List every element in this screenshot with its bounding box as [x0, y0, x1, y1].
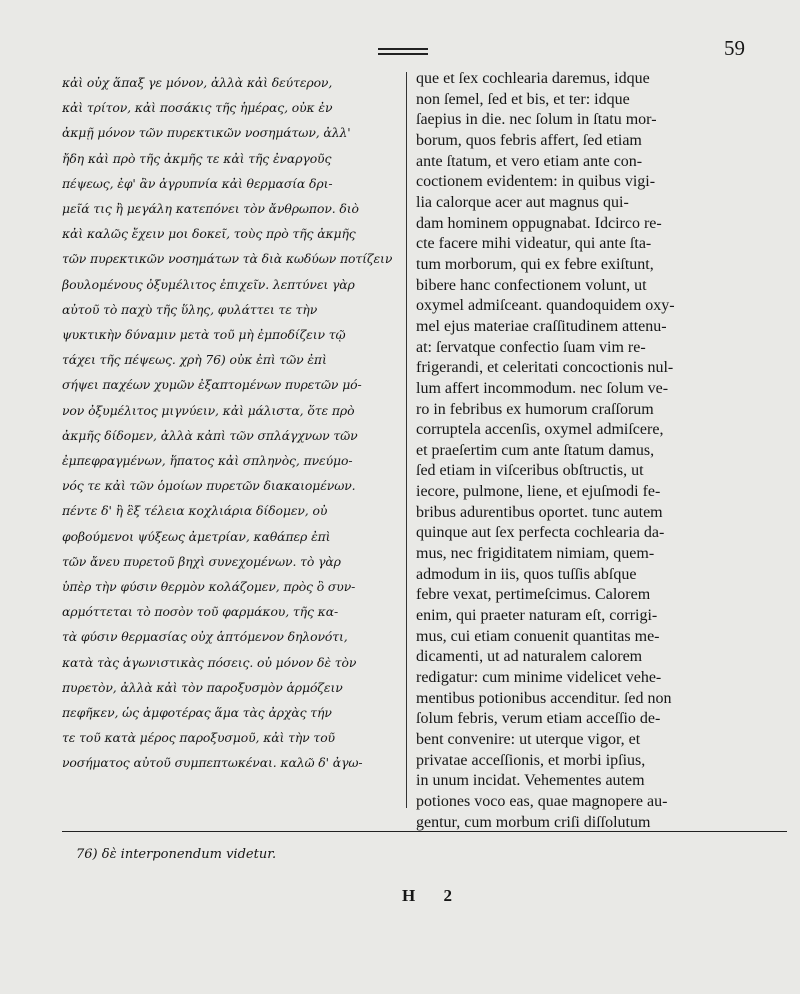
greek-text-line: τῶν πυρεκτικῶν νοσημάτων τὰ διὰ κωδύων ποτίζειν: [62, 251, 393, 267]
latin-text-line: ſolum febris, verum etiam acceſſio de-: [416, 710, 661, 728]
greek-text-line: ψυκτικὴν δύναμιν μετὰ τοῦ μὴ ἐμποδίζειν τῷ: [62, 327, 346, 343]
latin-text-line: gentur, cum morbum criſi diſſolutum: [416, 813, 651, 831]
greek-text-line: νοσήματος αὐτοῦ συμπεπτωκέναι. καλῶ δ' ἀγω-: [62, 755, 363, 771]
greek-text-line: αὐτοῦ τὸ παχὺ τῆς ὕλης, φυλάττει τε τὴν: [62, 301, 318, 317]
greek-text-line: τάχει τῆς πέψεως. χρὴ 76) οὐκ ἐπὶ τῶν ἐπὶ: [62, 352, 327, 368]
greek-text-line: ἀκμῆς δίδομεν, ἀλλὰ κἀπὶ τῶν σπλάγχνων τῶν: [62, 427, 358, 443]
latin-text-line: bribus adurentibus oportet. tunc autem: [416, 503, 663, 521]
greek-text-line: ἐμπεφραγμένων, ἥπατος κἀὶ σπληνὸς, πνεύμο-: [62, 453, 353, 469]
greek-text-line: ἤδη κἀὶ πρὸ τῆς ἀκμῆς τε κἀὶ τῆς ἐναργοῦς: [62, 150, 332, 166]
latin-text-line: dicamenti, ut ad naturalem calorem: [416, 648, 643, 666]
greek-text-line: σήψει παχέων χυμῶν ἐξαπτομένων πυρετῶν μό-: [62, 377, 362, 393]
latin-text-line: bibere hanc confectionem volunt, ut: [416, 276, 647, 294]
latin-text-line: frigerandi, et celeritati concoctionis nul-: [416, 359, 674, 377]
greek-text-line: πεφῆκεν, ὡς ἀμφοτέρας ἅμα τὰς ἀρχὰς τήν: [62, 705, 332, 721]
latin-text-line: cte facere mihi videatur, qui ante ſta-: [416, 235, 652, 253]
greek-text-line: κἀὶ τρίτον, κἀὶ ποσάκις τῆς ἡμέρας, οὐκ ἐν: [62, 100, 333, 116]
greek-text-line: πυρετὸν, ἀλλὰ κἀὶ τὸν παροξυσμὸν ἁρμόζειν: [62, 679, 343, 695]
latin-text-line: admodum in iis, quos tuſſis abſque: [416, 565, 637, 583]
latin-text-line: corruptela accenſis, oxymel admiſcere,: [416, 421, 664, 439]
greek-text-line: νον ὀξυμέλιτος μιγνύειν, κἀὶ μάλιστα, ὅτε πρὸ: [62, 402, 355, 418]
greek-text-line: πέντε δ' ἢ ἓξ τέλεια κοχλιάρια δίδομεν, οὐ: [62, 503, 328, 519]
greek-column: [62, 70, 404, 776]
latin-text-line: mus, nec frigiditatem nimiam, quem-: [416, 545, 655, 563]
latin-text-line: potiones voco eas, quae magnopere au-: [416, 792, 668, 810]
greek-text-line: κατὰ τὰς ἀγωνιστικὰς πόσεις. οὐ μόνον δὲ τὸν: [62, 654, 357, 670]
footnote-rule: [62, 831, 787, 832]
latin-text-line: redigatur: cum minime videlicet vehe-: [416, 669, 662, 687]
greek-text-line: κἀὶ οὐχ ἅπαξ γε μόνον, ἀλλὰ κἀὶ δεύτερον,: [62, 75, 333, 90]
header-ornament: [378, 48, 428, 55]
latin-text-line: ante ſtatum, et vero etiam ante con-: [416, 152, 643, 170]
latin-text-line: lia calorque acer aut magnus qui-: [416, 193, 629, 211]
latin-text-line: privatae acceſſionis, et morbi ipſius,: [416, 751, 646, 769]
latin-text-line: et praeſertim cum ante ſtatum damus,: [416, 441, 655, 459]
greek-text-line: νός τε κἀὶ τῶν ὁμοίων πυρετῶν διακαιομένων.: [62, 478, 356, 494]
greek-text-line: φοβούμενοι ψύξεως ἀμετρίαν, καθάπερ ἐπὶ: [62, 528, 331, 544]
latin-text-line: ſed etiam in viſceribus obſtructis, ut: [416, 462, 644, 480]
greek-text-line: αρμόττεται τὸ ποσὸν τοῦ φαρμάκου, τῆς κα-: [62, 604, 339, 620]
greek-text-line: βουλομένους ὀξυμέλιτος ἐπιχεῖν. λεπτύνει γὰρ: [62, 276, 355, 292]
latin-text-line: at: ſervatque confectio ſuam vim re-: [416, 338, 646, 356]
footnote: 76) δὲ interponendum videtur.: [76, 847, 277, 862]
greek-text-line: κἀὶ καλῶς ἔχειν μοι δοκεῖ, τοὺς πρὸ τῆς ἀκμῆς: [62, 226, 356, 242]
latin-text-line: bent convenire: ut uterque vigor, et: [416, 731, 641, 748]
greek-text-line: πέψεως, ἐφ' ἂν ἀγρυπνία κἀὶ θερμασία δρι-: [62, 175, 333, 191]
column-divider: [406, 72, 407, 808]
latin-text-line: ro in febribus ex humorum craſſorum: [416, 400, 654, 418]
latin-text-line: lum affert incommodum. nec ſolum ve-: [416, 379, 669, 397]
greek-text-line: τε τοῦ κατὰ μέρος παροξυσμοῦ, κἀὶ τὴν τοῦ: [62, 730, 335, 746]
latin-text-line: in unum incidat. Vehementes autem: [416, 772, 645, 790]
greek-text-line: μεῖά τις ἢ μεγάλη κατεπόνει τὸν ἄνθρωπον. διὸ: [62, 201, 359, 217]
latin-text-line: que et ſex cochlearia daremus, idque: [416, 70, 650, 87]
greek-text-line: τὰ φύσιν θερμασίας οὐχ ἁπτόμενον δηλονότι,: [62, 629, 348, 645]
page-number: 59: [724, 36, 745, 60]
latin-text-line: mel ejus materiae craſſitudinem attenu-: [416, 317, 667, 335]
latin-text-line: mus, cui etiam conuenit quantitas me-: [416, 627, 660, 645]
latin-text-line: borum, quos febris affert, ſed etiam: [416, 131, 642, 149]
latin-text-line: iecore, pulmone, liene, et ejuſmodi fe-: [416, 483, 661, 501]
latin-text-line: oxymel admiſceant. quandoquidem oxy-: [416, 297, 675, 315]
latin-column: [416, 69, 788, 833]
latin-text-line: ſaepius in die. nec ſolum in ſtatu mor-: [416, 111, 657, 129]
latin-text-line: febre vexat, pertimeſcimus. Calorem: [416, 586, 651, 604]
latin-text-line: quinque aut ſex perfecta cochlearia da-: [416, 524, 665, 542]
greek-text-line: ἀκμῇ μόνον τῶν πυρεκτικῶν νοσημάτων, ἀλλ': [62, 125, 351, 141]
greek-text-line: τῶν ἄνευ πυρετοῦ βηχὶ συνεχομένων. τὸ γὰρ: [62, 553, 341, 569]
signature-mark: H 2: [402, 886, 464, 905]
latin-text-line: enim, qui praeter naturam eſt, corrigi-: [416, 607, 658, 625]
latin-text-line: mentibus potionibus accenditur. ſed non: [416, 689, 672, 707]
latin-text-line: dam hominem oppugnabat. Idcirco re-: [416, 214, 662, 232]
latin-text-line: coctionem evidentem: in quibus vigi-: [416, 173, 656, 191]
greek-text-line: ὑπὲρ τὴν φύσιν θερμὸν κολάζομεν, πρὸς ὃ συν-: [62, 579, 356, 595]
latin-text-line: non ſemel, ſed et bis, et ter: idque: [416, 90, 630, 108]
latin-text-line: tum morborum, qui ex febre exiſtunt,: [416, 255, 654, 273]
